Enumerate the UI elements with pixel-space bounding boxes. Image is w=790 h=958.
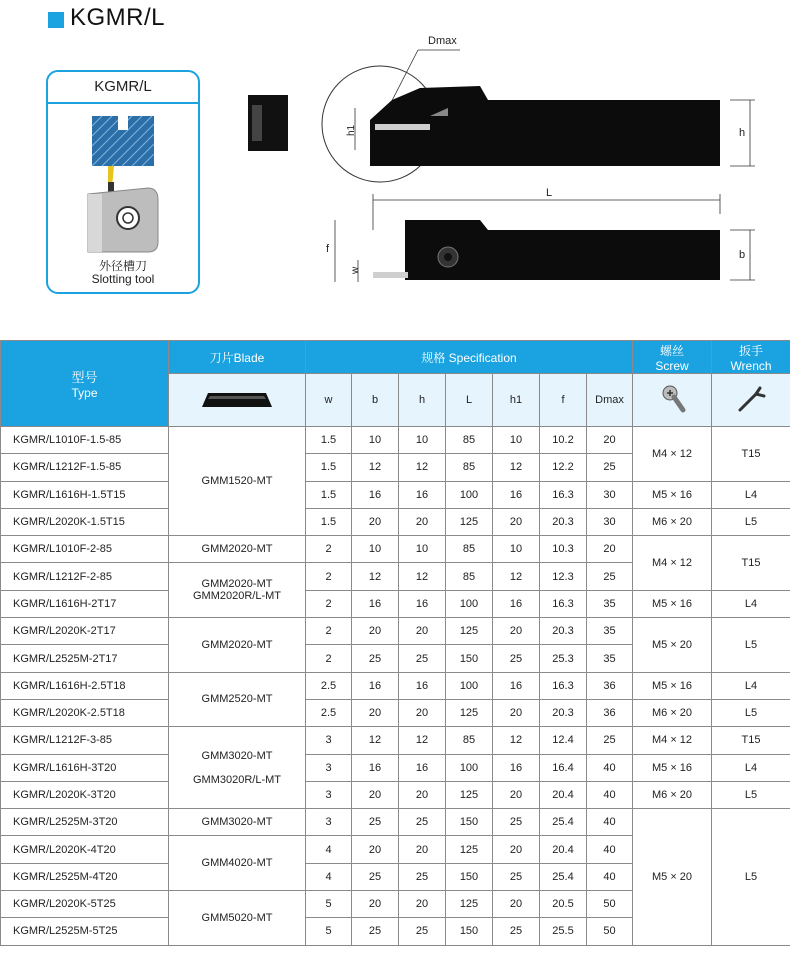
spec-cell-f: 12.4: [540, 727, 587, 754]
screw-cell: M5 × 16: [633, 672, 712, 699]
wrench-cell: T15: [712, 727, 790, 754]
blade-cell: GMM2020-MT GMM2020R/L-MT: [169, 563, 306, 618]
spec-cell-h1: 12: [493, 563, 540, 590]
spec-cell-b: 20: [352, 699, 399, 726]
table-row: [1, 481, 790, 508]
wrench-cell: L5: [712, 781, 790, 808]
spec-cell-h1: 20: [493, 836, 540, 863]
spec-cell-L: 85: [446, 454, 493, 481]
spec-cell-w: 2: [306, 618, 352, 645]
spec-cell-L: 85: [446, 727, 493, 754]
type-cell: KGMR/L2020K-2.5T18: [1, 699, 169, 726]
spec-cell-w: 1.5: [306, 481, 352, 508]
col-header-L: L: [446, 374, 493, 427]
type-cell: KGMR/L2020K-2T17: [1, 618, 169, 645]
spec-cell-b: 12: [352, 454, 399, 481]
caption-english: Slotting tool: [91, 272, 155, 286]
spec-cell-L: 85: [446, 563, 493, 590]
spec-cell-b: 20: [352, 891, 399, 918]
table-row: [1, 427, 790, 454]
screw-header: [633, 341, 712, 374]
spec-cell-h1: 10: [493, 427, 540, 454]
card-caption: [48, 260, 198, 286]
spec-cell-h1: 16: [493, 754, 540, 781]
specification-table: [0, 340, 790, 946]
spec-cell-h1: 25: [493, 863, 540, 890]
spec-cell-w: 4: [306, 836, 352, 863]
type-cell: KGMR/L2525M-2T17: [1, 645, 169, 672]
spec-cell-w: 3: [306, 781, 352, 808]
table-row: [1, 590, 790, 617]
spec-cell-dmax: 20: [587, 536, 633, 563]
screw-cell: M4 × 12: [633, 727, 712, 754]
spec-cell-h: 16: [399, 590, 446, 617]
spec-cell-b: 20: [352, 781, 399, 808]
spec-cell-b: 20: [352, 508, 399, 535]
type-cell: KGMR/L1212F-2-85: [1, 563, 169, 590]
spec-cell-L: 100: [446, 754, 493, 781]
tool-dimension-drawing: [230, 20, 790, 320]
spec-cell-f: 20.3: [540, 699, 587, 726]
spec-cell-dmax: 25: [587, 727, 633, 754]
tool-type-card: [46, 70, 200, 294]
spec-cell-h: 12: [399, 727, 446, 754]
wrench-cell: L5: [712, 809, 790, 945]
spec-cell-b: 10: [352, 536, 399, 563]
blade-cell: GMM3020-MT GMM3020R/L-MT: [169, 727, 306, 809]
spec-cell-b: 16: [352, 754, 399, 781]
label-dmax: Dmax: [428, 35, 457, 47]
type-cell: KGMR/L2525M-3T20: [1, 809, 169, 836]
label-f: f: [326, 243, 330, 255]
spec-cell-b: 16: [352, 672, 399, 699]
spec-cell-w: 2.5: [306, 672, 352, 699]
spec-cell-dmax: 50: [587, 918, 633, 945]
spec-cell-h: 20: [399, 836, 446, 863]
type-cell: KGMR/L2020K-4T20: [1, 836, 169, 863]
table-row: [1, 672, 790, 699]
blade-cell: GMM3020-MT: [169, 809, 306, 836]
wrench-header-en: Wrench: [730, 358, 772, 373]
spec-cell-h: 25: [399, 809, 446, 836]
table-row: [1, 754, 790, 781]
spec-cell-L: 150: [446, 645, 493, 672]
spec-cell-h1: 20: [493, 699, 540, 726]
spec-cell-b: 20: [352, 836, 399, 863]
wrench-header: [712, 341, 790, 374]
label-w: w: [350, 266, 361, 274]
spec-cell-dmax: 36: [587, 699, 633, 726]
screw-cell: M5 × 16: [633, 754, 712, 781]
spec-cell-dmax: 35: [587, 590, 633, 617]
spec-cell-f: 10.2: [540, 427, 587, 454]
wrench-cell: L4: [712, 481, 790, 508]
type-header-cn: 型号: [71, 370, 98, 385]
type-cell: KGMR/L1616H-1.5T15: [1, 481, 169, 508]
type-cell: KGMR/L1010F-2-85: [1, 536, 169, 563]
type-cell: KGMR/L1010F-1.5-85: [1, 427, 169, 454]
spec-cell-dmax: 20: [587, 427, 633, 454]
spec-cell-h1: 25: [493, 645, 540, 672]
spec-cell-b: 16: [352, 590, 399, 617]
screw-cell: M6 × 20: [633, 699, 712, 726]
spec-cell-h: 25: [399, 863, 446, 890]
label-h1: h1: [346, 124, 357, 136]
wrench-cell: L5: [712, 618, 790, 673]
spec-cell-h1: 16: [493, 481, 540, 508]
col-header-h1: h1: [493, 374, 540, 427]
spec-cell-f: 16.3: [540, 481, 587, 508]
label-h: h: [739, 127, 746, 139]
spec-cell-b: 10: [352, 427, 399, 454]
wrench-cell: L4: [712, 672, 790, 699]
spec-cell-b: 20: [352, 618, 399, 645]
spec-cell-dmax: 35: [587, 645, 633, 672]
spec-cell-f: 20.3: [540, 508, 587, 535]
spec-cell-f: 25.4: [540, 809, 587, 836]
spec-cell-dmax: 35: [587, 618, 633, 645]
spec-cell-L: 150: [446, 809, 493, 836]
screw-cell: M6 × 20: [633, 781, 712, 808]
spec-cell-dmax: 36: [587, 672, 633, 699]
col-header-dmax: Dmax: [587, 374, 633, 427]
wrench-cell: L4: [712, 590, 790, 617]
spec-cell-f: 20.4: [540, 781, 587, 808]
spec-cell-L: 125: [446, 618, 493, 645]
blade-cell: GMM1520-MT: [169, 427, 306, 536]
blade-cell: GMM4020-MT: [169, 836, 306, 891]
wrench-cell: T15: [712, 427, 790, 482]
spec-cell-L: 125: [446, 891, 493, 918]
col-header-b: b: [352, 374, 399, 427]
blade-header: 刀片Blade: [169, 341, 306, 374]
type-cell: KGMR/L2020K-1.5T15: [1, 508, 169, 535]
screw-icon: [657, 384, 687, 414]
screw-header-cn: 螺丝: [660, 343, 685, 358]
spec-cell-dmax: 40: [587, 781, 633, 808]
spec-cell-h: 10: [399, 427, 446, 454]
spec-cell-f: 16.3: [540, 672, 587, 699]
type-header: [1, 341, 169, 427]
screw-image-cell: [633, 374, 712, 427]
spec-cell-w: 2: [306, 536, 352, 563]
spec-cell-h1: 20: [493, 781, 540, 808]
spec-cell-h1: 10: [493, 536, 540, 563]
spec-cell-L: 150: [446, 918, 493, 945]
spec-cell-w: 5: [306, 891, 352, 918]
spec-cell-h1: 20: [493, 891, 540, 918]
spec-cell-dmax: 25: [587, 563, 633, 590]
type-cell: KGMR/L2525M-4T20: [1, 863, 169, 890]
page-title: KGMR/L: [70, 4, 166, 31]
spec-cell-w: 1.5: [306, 454, 352, 481]
type-cell: KGMR/L2020K-5T25: [1, 891, 169, 918]
type-cell: KGMR/L1616H-2T17: [1, 590, 169, 617]
spec-cell-f: 12.3: [540, 563, 587, 590]
spec-cell-h1: 16: [493, 672, 540, 699]
table-row: [1, 536, 790, 563]
wrench-icon: [734, 384, 768, 414]
table-row: [1, 508, 790, 535]
spec-cell-w: 1.5: [306, 427, 352, 454]
spec-cell-dmax: 40: [587, 809, 633, 836]
spec-cell-h1: 20: [493, 618, 540, 645]
spec-cell-L: 85: [446, 427, 493, 454]
spec-cell-f: 10.3: [540, 536, 587, 563]
spec-cell-h1: 12: [493, 727, 540, 754]
spec-cell-h: 20: [399, 699, 446, 726]
col-header-w: w: [306, 374, 352, 427]
blade-cell: GMM2020-MT: [169, 536, 306, 563]
spec-cell-L: 85: [446, 536, 493, 563]
specification-header: 规格 Specification: [306, 341, 633, 374]
table-row: [1, 781, 790, 808]
spec-cell-h: 20: [399, 618, 446, 645]
table-row: [1, 727, 790, 754]
wrench-cell: T15: [712, 536, 790, 591]
screw-cell: M6 × 20: [633, 508, 712, 535]
screw-cell: M5 × 16: [633, 590, 712, 617]
spec-cell-f: 20.4: [540, 836, 587, 863]
spec-cell-f: 25.4: [540, 863, 587, 890]
spec-cell-b: 25: [352, 918, 399, 945]
spec-cell-f: 20.5: [540, 891, 587, 918]
screw-cell: M5 × 20: [633, 809, 712, 945]
type-cell: KGMR/L1616H-3T20: [1, 754, 169, 781]
spec-cell-dmax: 40: [587, 863, 633, 890]
spec-cell-L: 125: [446, 699, 493, 726]
spec-cell-f: 16.3: [540, 590, 587, 617]
spec-cell-w: 3: [306, 754, 352, 781]
screw-cell: M4 × 12: [633, 427, 712, 482]
table-row: [1, 699, 790, 726]
spec-cell-w: 4: [306, 863, 352, 890]
label-b: b: [739, 249, 746, 261]
title-marker: [48, 12, 64, 28]
caption-chinese: 外径槽刀: [98, 259, 147, 273]
specification-rows: [1, 427, 790, 946]
spec-cell-w: 2.5: [306, 699, 352, 726]
spec-cell-b: 25: [352, 645, 399, 672]
spec-cell-h1: 25: [493, 918, 540, 945]
card-title: KGMR/L: [94, 78, 152, 95]
spec-cell-b: 12: [352, 563, 399, 590]
type-cell: KGMR/L1212F-1.5-85: [1, 454, 169, 481]
spec-cell-h: 20: [399, 781, 446, 808]
spec-cell-h: 25: [399, 645, 446, 672]
spec-cell-f: 25.3: [540, 645, 587, 672]
spec-cell-h: 16: [399, 754, 446, 781]
spec-cell-dmax: 40: [587, 754, 633, 781]
col-header-h: h: [399, 374, 446, 427]
blade-insert-icon: [200, 387, 274, 413]
spec-cell-h: 16: [399, 481, 446, 508]
spec-cell-dmax: 50: [587, 891, 633, 918]
spec-cell-b: 25: [352, 863, 399, 890]
spec-cell-b: 25: [352, 809, 399, 836]
type-cell: KGMR/L1212F-3-85: [1, 727, 169, 754]
spec-cell-w: 2: [306, 590, 352, 617]
blade-cell: GMM5020-MT: [169, 891, 306, 946]
label-L: L: [546, 187, 553, 199]
spec-cell-f: 16.4: [540, 754, 587, 781]
type-header-en: Type: [71, 386, 98, 400]
spec-cell-f: 25.5: [540, 918, 587, 945]
spec-cell-b: 16: [352, 481, 399, 508]
spec-cell-dmax: 40: [587, 836, 633, 863]
spec-cell-b: 12: [352, 727, 399, 754]
wrench-cell: L5: [712, 699, 790, 726]
slotting-tool-icon: [78, 112, 168, 282]
spec-cell-L: 125: [446, 508, 493, 535]
spec-cell-dmax: 30: [587, 481, 633, 508]
spec-cell-L: 125: [446, 781, 493, 808]
spec-cell-w: 2: [306, 645, 352, 672]
screw-cell: M5 × 16: [633, 481, 712, 508]
spec-cell-w: 2: [306, 563, 352, 590]
spec-cell-w: 3: [306, 727, 352, 754]
screw-header-en: Screw: [655, 358, 689, 373]
spec-cell-L: 100: [446, 590, 493, 617]
type-cell: KGMR/L2020K-3T20: [1, 781, 169, 808]
spec-cell-w: 5: [306, 918, 352, 945]
spec-cell-w: 1.5: [306, 508, 352, 535]
wrench-image-cell: [712, 374, 790, 427]
screw-cell: M4 × 12: [633, 536, 712, 591]
type-cell: KGMR/L1616H-2.5T18: [1, 672, 169, 699]
spec-cell-h: 20: [399, 891, 446, 918]
col-header-f: f: [540, 374, 587, 427]
spec-cell-f: 20.3: [540, 618, 587, 645]
spec-cell-dmax: 25: [587, 454, 633, 481]
type-cell: KGMR/L2525M-5T25: [1, 918, 169, 945]
blade-cell: GMM2520-MT: [169, 672, 306, 727]
spec-cell-h: 20: [399, 508, 446, 535]
spec-cell-L: 150: [446, 863, 493, 890]
table-row: [1, 618, 790, 645]
spec-cell-L: 100: [446, 672, 493, 699]
wrench-header-cn: 扳手: [739, 343, 764, 358]
spec-cell-L: 125: [446, 836, 493, 863]
blade-image-cell: [169, 374, 306, 427]
spec-cell-h1: 12: [493, 454, 540, 481]
spec-cell-h: 12: [399, 563, 446, 590]
spec-cell-h: 12: [399, 454, 446, 481]
spec-cell-h1: 16: [493, 590, 540, 617]
spec-cell-w: 3: [306, 809, 352, 836]
spec-cell-h1: 20: [493, 508, 540, 535]
card-divider: [48, 102, 198, 104]
table-row: [1, 809, 790, 836]
spec-cell-h: 10: [399, 536, 446, 563]
wrench-cell: L4: [712, 754, 790, 781]
wrench-cell: L5: [712, 508, 790, 535]
spec-cell-L: 100: [446, 481, 493, 508]
screw-cell: M5 × 20: [633, 618, 712, 673]
spec-cell-f: 12.2: [540, 454, 587, 481]
spec-cell-h: 16: [399, 672, 446, 699]
spec-cell-dmax: 30: [587, 508, 633, 535]
blade-cell: GMM2020-MT: [169, 618, 306, 673]
spec-cell-h: 25: [399, 918, 446, 945]
spec-cell-h1: 25: [493, 809, 540, 836]
